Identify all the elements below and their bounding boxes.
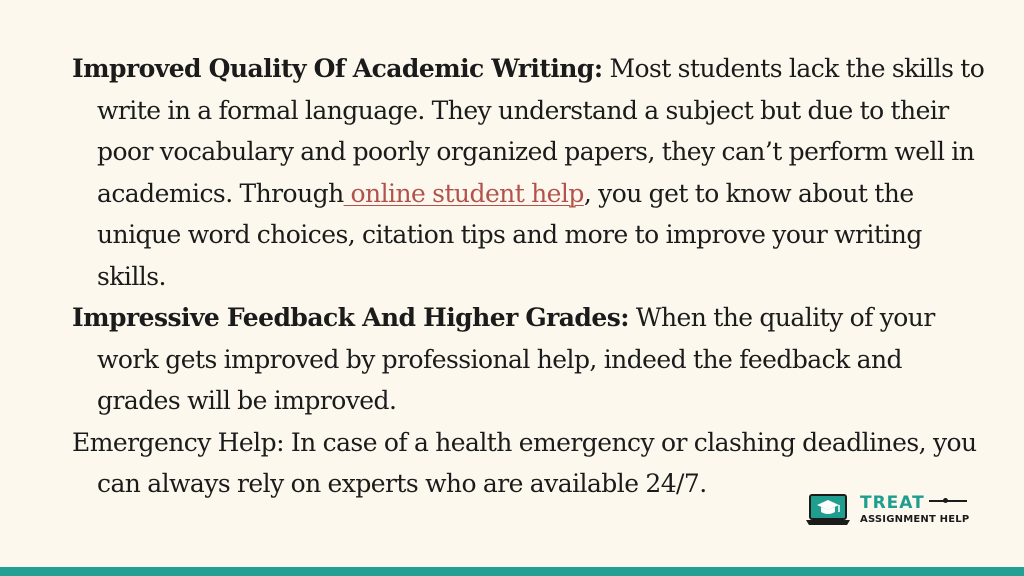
logo-brand-top bbox=[860, 493, 967, 513]
paragraph-lead: Improved Quality Of Academic Writing: bbox=[72, 54, 603, 83]
logo-brand-bottom: ASSIGNMENT HELP bbox=[860, 514, 970, 525]
paragraph-improved-quality bbox=[72, 48, 992, 297]
logo-divider-line bbox=[929, 500, 967, 502]
paragraph-impressive-feedback bbox=[72, 297, 992, 422]
logo-brand-name: TREAT bbox=[860, 493, 925, 513]
online-student-help-link[interactable]: online student help bbox=[343, 178, 584, 208]
paragraph-text: , you get to know about the unique word choices, citation tips and more to improve your writing skills. bbox=[97, 178, 922, 291]
document-content bbox=[72, 48, 992, 505]
treat-assignment-help-logo bbox=[806, 493, 986, 531]
paragraph-lead: Impressive Feedback And Higher Grades: bbox=[72, 303, 629, 332]
paragraph-text: Emergency Help: In case of a health emergency or clashing deadlines, you can always rely on experts who are available 24/7. bbox=[72, 427, 977, 498]
graduation-cap-laptop-icon bbox=[806, 493, 850, 527]
paragraph-text: When the quality of your work gets improved by professional help, indeed the feedback and grades will be improved. bbox=[97, 303, 935, 415]
bottom-accent-bar bbox=[0, 567, 1024, 576]
paragraph-text: Most students lack the skills to write in a formal language. They understand a subject but due to their poor vocabulary and poorly organized papers, they can’t perform well in academics. Through bbox=[97, 54, 985, 208]
